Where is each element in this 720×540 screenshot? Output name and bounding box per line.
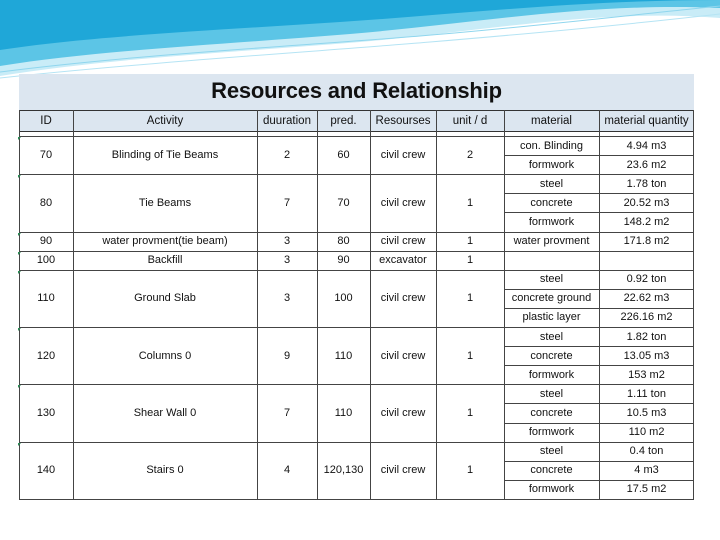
activity-resource-cell: civil crew [380,292,426,305]
activity-unit-cell: 1 [466,406,474,419]
activity-activity-cell: Columns 0 [138,349,192,362]
header-unit: unit / d [452,115,488,127]
activity-duration-cell: 4 [283,464,291,477]
activity-unit-cell: 1 [466,464,474,477]
material-cell: plastic layer [522,311,581,324]
header-quantity: material quantity [604,115,689,127]
quantity-cell: 22.62 m3 [623,292,670,305]
activity-activity-cell: Stairs 0 [146,464,184,477]
material-cell: concrete [530,196,573,209]
material-cell: steel [539,445,564,458]
material-cell [504,251,599,270]
material-cell: concrete ground [511,292,592,305]
activity-pred-cell: 90 [337,254,350,267]
activity-resource-cell: excavator [379,254,427,267]
row-marker-icon [18,175,21,178]
decorative-swoosh [0,0,720,80]
activity-duration-cell: 3 [283,254,291,267]
material-cell: formwork [528,426,575,439]
activity-id-cell: 70 [39,149,53,162]
activity-id-cell: 110 [37,292,55,305]
activity-resource-cell: civil crew [380,349,426,362]
activity-pred-cell: 110 [334,406,353,419]
material-cell: formwork [528,215,575,228]
material-cell: water provment [513,235,590,248]
quantity-cell: 4.94 m3 [626,139,667,152]
material-cell: concrete [530,464,573,477]
row-marker-icon [18,385,21,388]
quantity-cell: 226.16 m2 [620,311,673,324]
row-marker-icon [18,233,21,236]
quantity-cell [599,251,694,270]
activity-unit-cell: 1 [466,196,474,209]
activity-unit-cell: 1 [466,254,474,267]
table-title: Resources and Relationship [211,78,502,103]
table-header-row [19,110,694,132]
material-cell: steel [539,330,564,343]
material-cell: steel [539,177,564,190]
quantity-cell: 17.5 m2 [626,483,667,496]
activity-activity-cell: Tie Beams [138,196,192,209]
header-pred: pred. [330,115,357,127]
material-cell: steel [539,273,564,286]
quantity-cell: 10.5 m3 [626,406,667,419]
activity-id-cell: 120 [36,349,56,362]
activity-id-cell: 90 [39,235,53,248]
activity-unit-cell: 1 [466,292,474,305]
quantity-cell: 23.6 m2 [626,158,667,171]
activity-resource-cell: civil crew [380,406,426,419]
activity-id-cell: 100 [36,254,56,267]
activity-duration-cell: 2 [283,149,291,162]
quantity-cell: 1.11 ton [627,387,666,400]
activity-activity-cell: Shear Wall 0 [133,406,197,419]
row-marker-icon [18,252,21,255]
material-cell: concrete [530,349,573,362]
quantity-cell: 1.82 ton [626,330,667,343]
activity-resource-cell: civil crew [380,149,426,162]
material-cell: formwork [528,158,575,171]
activity-activity-cell: water provment(tie beam) [102,235,228,248]
quantity-cell: 153 m2 [628,368,665,381]
material-cell: steel [539,387,564,400]
quantity-cell: 20.52 m3 [623,196,670,209]
activity-duration-cell: 3 [283,235,291,248]
activity-duration-cell: 7 [283,406,291,419]
header-activity: Activity [146,115,184,127]
material-cell: formwork [528,483,575,496]
activity-pred-cell: 80 [337,235,350,248]
activity-activity-cell: Ground Slab [134,292,196,305]
activity-pred-cell: 120,130 [323,464,364,477]
row-marker-icon [18,443,21,446]
quantity-cell: 0.92 ton [626,273,667,286]
activity-duration-cell: 3 [283,292,291,305]
quantity-cell: 148.2 m2 [623,215,670,228]
material-cell: con. Blinding [520,139,583,152]
material-cell: concrete [530,406,573,419]
activity-duration-cell: 9 [283,349,291,362]
activity-resource-cell: civil crew [380,464,426,477]
row-marker-icon [18,328,21,331]
grid-row-line [504,499,694,500]
activity-pred-cell: 60 [337,149,350,162]
material-cell: formwork [528,368,575,381]
activity-unit-cell: 1 [466,349,474,362]
activity-resource-cell: civil crew [380,235,426,248]
header-id: ID [40,115,52,127]
quantity-cell: 13.05 m3 [623,349,670,362]
activity-duration-cell: 7 [283,196,291,209]
activity-unit-cell: 1 [466,235,474,248]
activity-pred-cell: 110 [334,349,353,362]
activity-pred-cell: 100 [334,292,353,305]
resources-table [19,74,694,500]
activity-id-cell: 140 [36,464,56,477]
quantity-cell: 0.4 ton [629,445,664,458]
activity-activity-cell: Blinding of Tie Beams [111,149,219,162]
header-resources: Resourses [375,115,431,127]
activity-activity-cell: Backfill [147,254,183,267]
quantity-cell: 1.78 ton [626,177,667,190]
grid-row-line [19,499,504,500]
activity-pred-cell: 70 [337,196,350,209]
header-material: material [531,115,572,127]
header-duration: duuration [263,115,311,127]
activity-id-cell: 80 [39,196,53,209]
activity-resource-cell: civil crew [380,196,426,209]
row-marker-icon [18,137,21,140]
activity-id-cell: 130 [36,406,56,419]
quantity-cell: 171.8 m2 [623,235,670,248]
quantity-cell: 110 m2 [628,426,665,439]
row-marker-icon [18,271,21,274]
activity-unit-cell: 2 [466,149,474,162]
quantity-cell: 4 m3 [634,464,659,477]
